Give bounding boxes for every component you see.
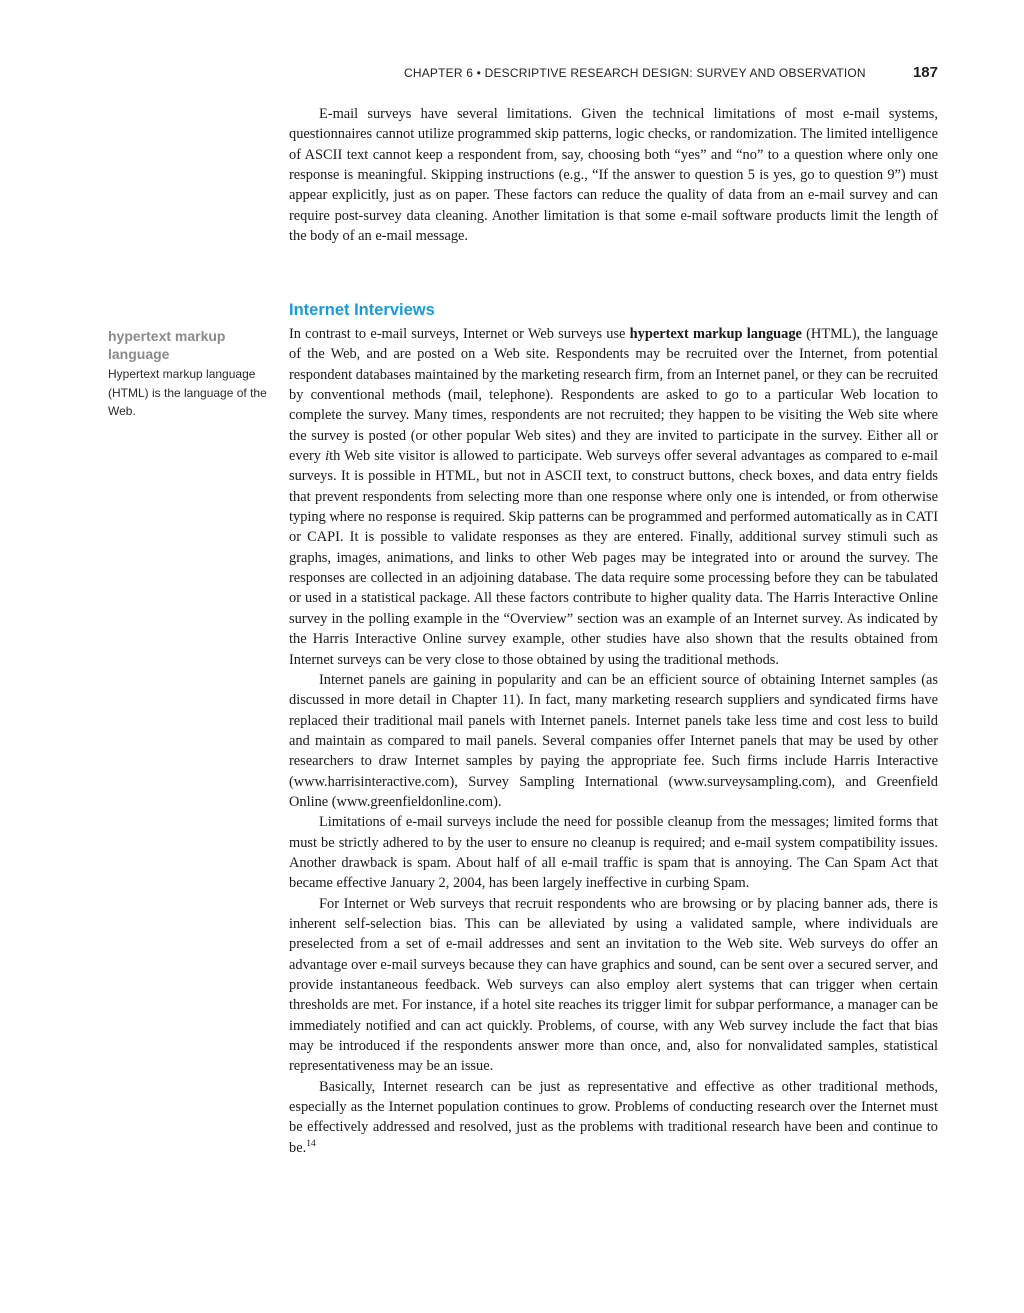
paragraph-3: Limitations of e-mail surveys include the need for possible cleanup from the messages; limited forms that must be strictly adhered to by the user to ensure no cleanup is required; and e-mail system compatibility issues. Another drawback is spam. About half of all e-mail traffic is spam that is annoying. The Can Spam Act that became effective January 2, 2004, has been largely ineffective in curbing Spam. <box>289 814 938 892</box>
keyword-hypertext-markup-language: hypertext markup language <box>629 326 802 342</box>
page-number: 187 <box>912 64 938 81</box>
paragraph-1-start: In contrast to e-mail surveys, Internet or Web surveys use <box>289 326 630 342</box>
italic-variable-i: i <box>325 448 330 465</box>
running-head <box>404 66 938 80</box>
paragraph-5-text: Basically, Internet research can be just as representative and effective as other traditional methods, especially as the Internet population continues to grow. Problems of conducting research over the Internet must be effectively addressed and resolved, just as the problems with traditional research have been and continue to be. <box>289 1078 938 1156</box>
paragraph-5 <box>289 1077 938 1158</box>
main-text <box>289 324 938 1158</box>
paragraph-1-end: th Web site visitor is allowed to participate. Web surveys offer several advantages as compared to e-mail surveys. It is possible in HTML, but not in ASCII text, to construct buttons, check boxes, and data entry fields that prevent respondents from selecting more than one response where only one is intended, or from otherwise typing where no response is required. Skip patterns can be programmed and performed automatically as in CATI or CAPI. It is possible to validate responses as they are entered. Finally, additional survey stimuli such as graphs, images, animations, and links to other Web pages may be integrated into or around the survey. The responses are collected in an adjoining database. The data require some processing before they can be tabulated or used in a statistical package. All these factors contribute to higher quality data. The Harris Interactive Online survey in the polling example in the “Overview” section was an example of an Internet survey. As indicated by the Harris Interactive Online survey example, other studies have also shown that the results obtained from Internet surveys can be very close to those obtained by using the traditional methods. <box>289 448 939 668</box>
glossary-definition: Hypertext markup language (HTML) is the language of the Web. <box>108 367 267 418</box>
footnote-marker: 14 <box>306 1138 316 1149</box>
intro-section <box>289 104 938 246</box>
intro-paragraph: E-mail surveys have several limitations. Given the technical limitations of most e-mail systems, questionnaires cannot utilize programmed skip patterns, logic checks, or randomization. The limited intelligence of ASCII text cannot keep a respondent from, say, choosing both “yes” and “no” to a question where only one response is meaningful. Skipping instructions (e.g., “If the answer to question 5 is yes, go to question 9”) must appear explicitly, just as on paper. These factors can reduce the quality of data from an e-mail survey and can require post-survey data cleaning. Another limitation is that some e-mail software products limit the length of the body of an e-mail message. <box>289 106 938 245</box>
paragraph-4: For Internet or Web surveys that recruit respondents who are browsing or by placing banner ads, there is inherent self-selection bias. This can be alleviated by using a validated sample, where individuals are preselected from a set of e-mail addresses and sent an invitation to the Web site. Web surveys do offer an advantage over e-mail surveys because they can have graphics and sound, can be sent over a secured server, and provide instantaneous feedback. Web surveys can also employ alert systems that can trigger when certain thresholds are met. For instance, if a hotel site reaches its trigger limit for subpar performance, a manager can be immediately notified and can act quickly. Problems, of course, with any Web survey include the fact that bias may be introduced if the respondents answer more than once, and, also for nonvalidated samples, statistical representativeness may be an issue. <box>289 895 938 1075</box>
chapter-title: CHAPTER 6 • DESCRIPTIVE RESEARCH DESIGN: SURVEY AND OBSERVATION <box>404 66 866 80</box>
paragraph-1-middle: (HTML), the language of the Web, and are posted on a Web site. Respondents may be recruited over the Internet, from potential respondent databases maintained by the marketing research firm, from an Internet panel, or they can be recruited by conventional methods (mail, telephone). Respondents are asked to go to a particular Web location to complete the survey. Many times, respondents are not recruited; they happen to be visiting the Web site where the survey is posted (or other popular Web sites) and they are invited to participate in the survey. Either all or every <box>289 326 938 465</box>
margin-definition <box>108 327 268 421</box>
paragraph-1 <box>289 324 938 670</box>
glossary-term: hypertext markup language <box>108 328 226 362</box>
paragraph-2: Internet panels are gaining in popularity and can be an efficient source of obtaining Internet samples (as discussed in more detail in Chapter 11). In fact, many marketing research suppliers and syndicated firms have replaced their traditional mail panels with Internet panels. Internet panels take less time and cost less to build and maintain as compared to mail panels. Several companies offer Internet panels that may be used by other researchers to draw Internet samples by paying the appropriate fee. Such firms include Harris Interactive (www.harrisinteractive.com), Survey Sampling International (www.surveysampling.com), and Greenfield Online (www.greenfieldonline.com). <box>289 671 938 810</box>
section-heading: Internet Interviews <box>289 301 435 319</box>
